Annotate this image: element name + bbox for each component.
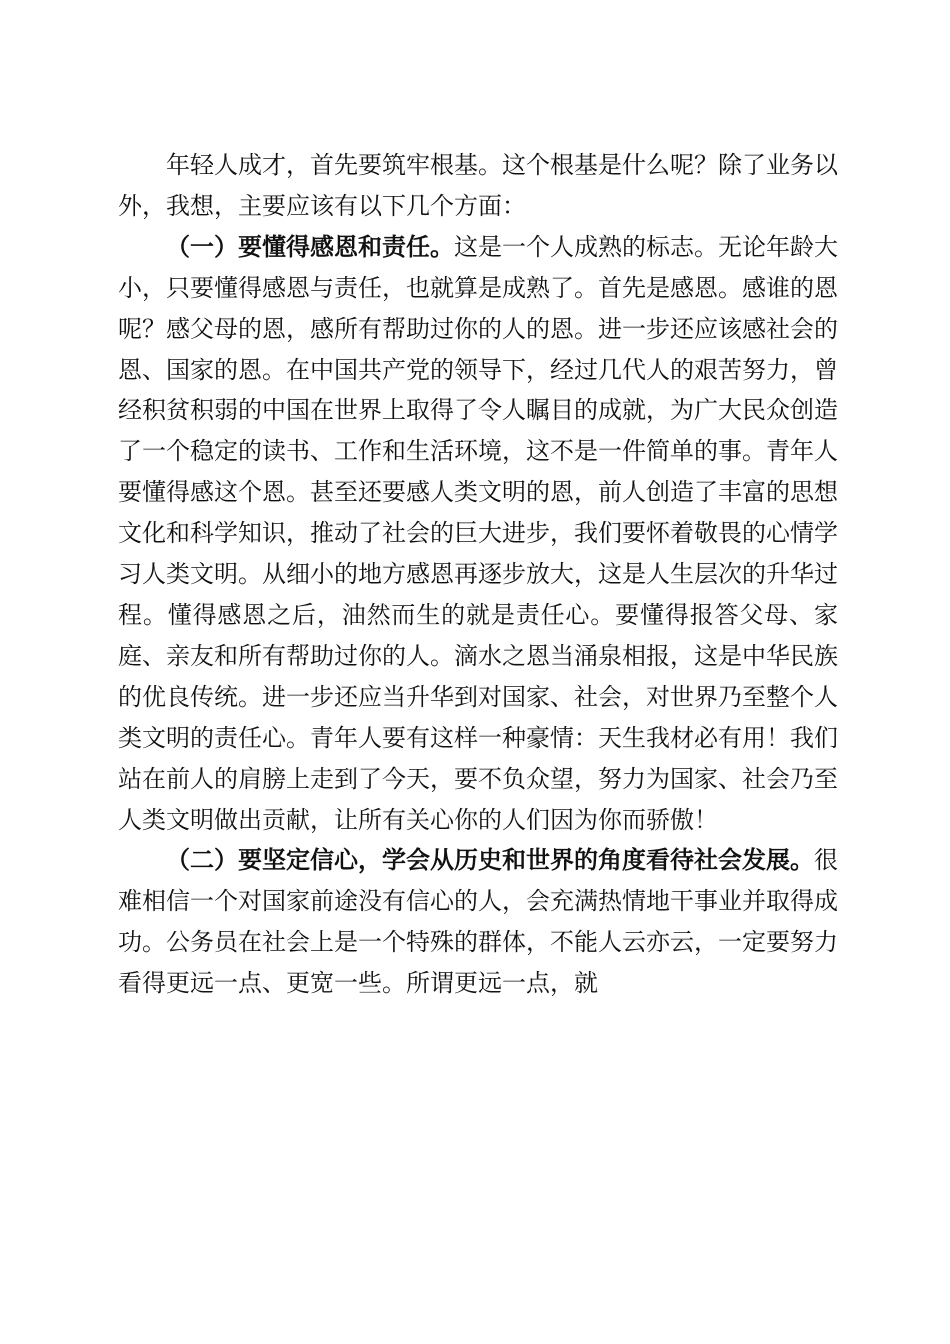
paragraph-text: 这是一个人成熟的标志。无论年龄大小，只要懂得感恩与责任，也就算是成熟了。首先是感恩。感谁的恩呢？感父母的恩，感所有帮助过你的人的恩。进一步还应该感社会的恩、国家的恩。在中国共产党的领导下，经过几代人的艰苦努力，曾经积贫积弱的中国在世界上取得了令人瞩目的成就，为广大民众创造了一个稳定的读书、工作和生活环境，这不是一件简单的事。青年人要懂得感这个恩。甚至还要感人类文明的恩，前人创造了丰富的思想文化和科学知识，推动了社会的巨大进步，我们要怀着敬畏的心情学习人类文明。从细小的地方感恩再逐步放大，这是人生层次的升华过程。懂得感恩之后，油然而生的就是责任心。要懂得报答父母、家庭、亲友和所有帮助过你的人。滴水之恩当涌泉相报，这是中华民族的优良传统。进一步还应当升华到对国家、社会，对世界乃至整个人类文明的责任心。青年人要有这样一种豪情：天生我材必有用！我们站在前人的肩膀上走到了今天，要不负众望，努力为国家、社会乃至人类文明做出贡献，让所有关心你的人们因为你而骄傲！ — [118, 232, 838, 834]
paragraph-text: 年轻人成才，首先要筑牢根基。这个根基是什么呢？除了业务以外，我想，主要应该有以下几个方面： — [118, 151, 838, 220]
paragraph-intro — [118, 145, 838, 227]
paragraph-gratitude-responsibility — [118, 227, 838, 841]
paragraph-heading: （一）要懂得感恩和责任。 — [166, 232, 454, 261]
paragraph-heading: （二）要坚定信心，学会从历史和世界的角度看待社会发展。 — [166, 846, 814, 875]
paragraph-confidence — [118, 840, 838, 1004]
document-body — [118, 145, 838, 1004]
paragraph-text: 很难相信一个对国家前途没有信心的人，会充满热情地干事业并取得成功。公务员在社会上是一个特殊的群体，不能人云亦云，一定要努力看得更远一点、更宽一些。所谓更远一点，就 — [118, 846, 838, 998]
